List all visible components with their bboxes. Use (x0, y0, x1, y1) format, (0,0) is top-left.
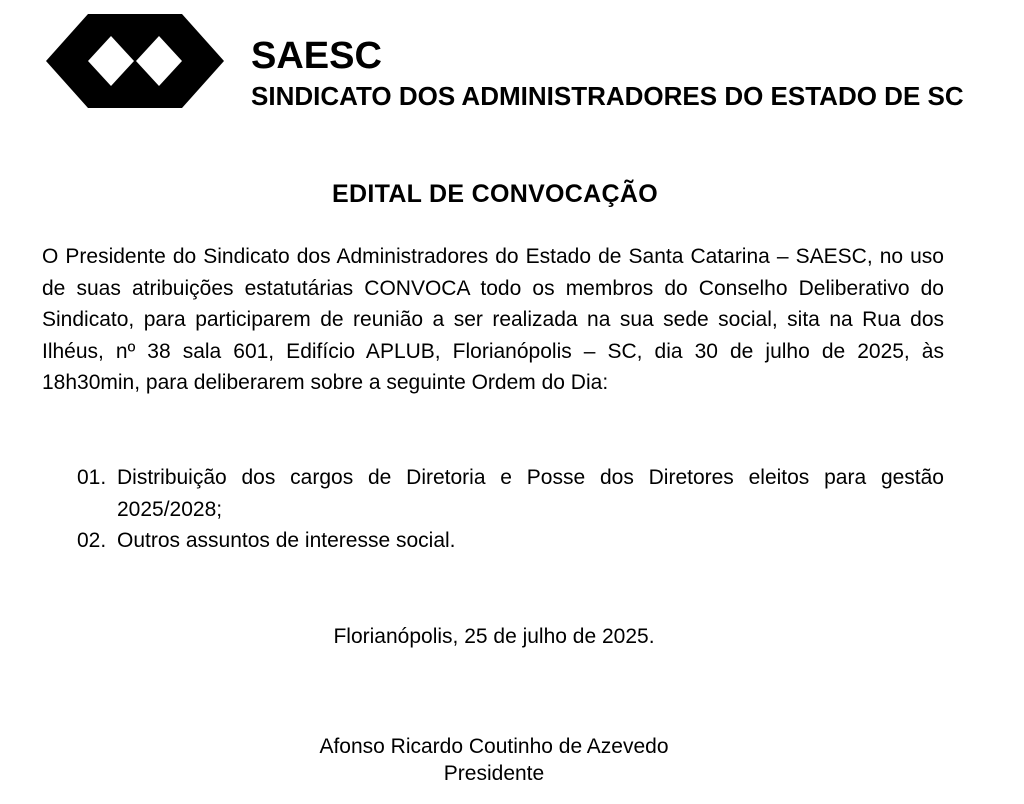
agenda-item (42, 525, 944, 557)
agenda-item (42, 462, 944, 525)
signer-role: Presidente (443, 762, 545, 785)
agenda-item-text: Distribuição dos cargos de Diretoria e Posse dos Diretores eleitos para gestão 2025/2028; (117, 466, 944, 521)
document-title: EDITAL DE CONVOCAÇÃO (332, 180, 658, 208)
signer-name: Afonso Ricardo Coutinho de Azevedo (319, 735, 669, 758)
agenda-item-text: Outros assuntos de interesse social. (117, 529, 456, 552)
convocation-paragraph: O Presidente do Sindicato dos Administradores do Estado de Santa Catarina – SAESC, no uso de suas atribuições estatutárias CONVOCA todo os membros do Conselho Deliberativo do Sindicato, para participarem de reunião a ser realizada na sua sede social, sita na Rua dos Ilhéus, nº 38 sala 601, Edifício APLUB, Florianópolis – SC, dia 30 de julho de 2025, às 18h30min, para deliberarem sobre a seguinte Ordem do Dia: (42, 245, 944, 394)
org-abbreviation: SAESC (251, 35, 382, 77)
diamond-logo-icon (46, 14, 224, 108)
agenda-item-number: 01. (77, 466, 107, 489)
org-full-name: SINDICATO DOS ADMINISTRADORES DO ESTADO DE SC (251, 81, 964, 111)
agenda-list (42, 462, 944, 557)
place-and-date: Florianópolis, 25 de julho de 2025. (333, 625, 655, 648)
agenda-item-number: 02. (77, 529, 107, 552)
